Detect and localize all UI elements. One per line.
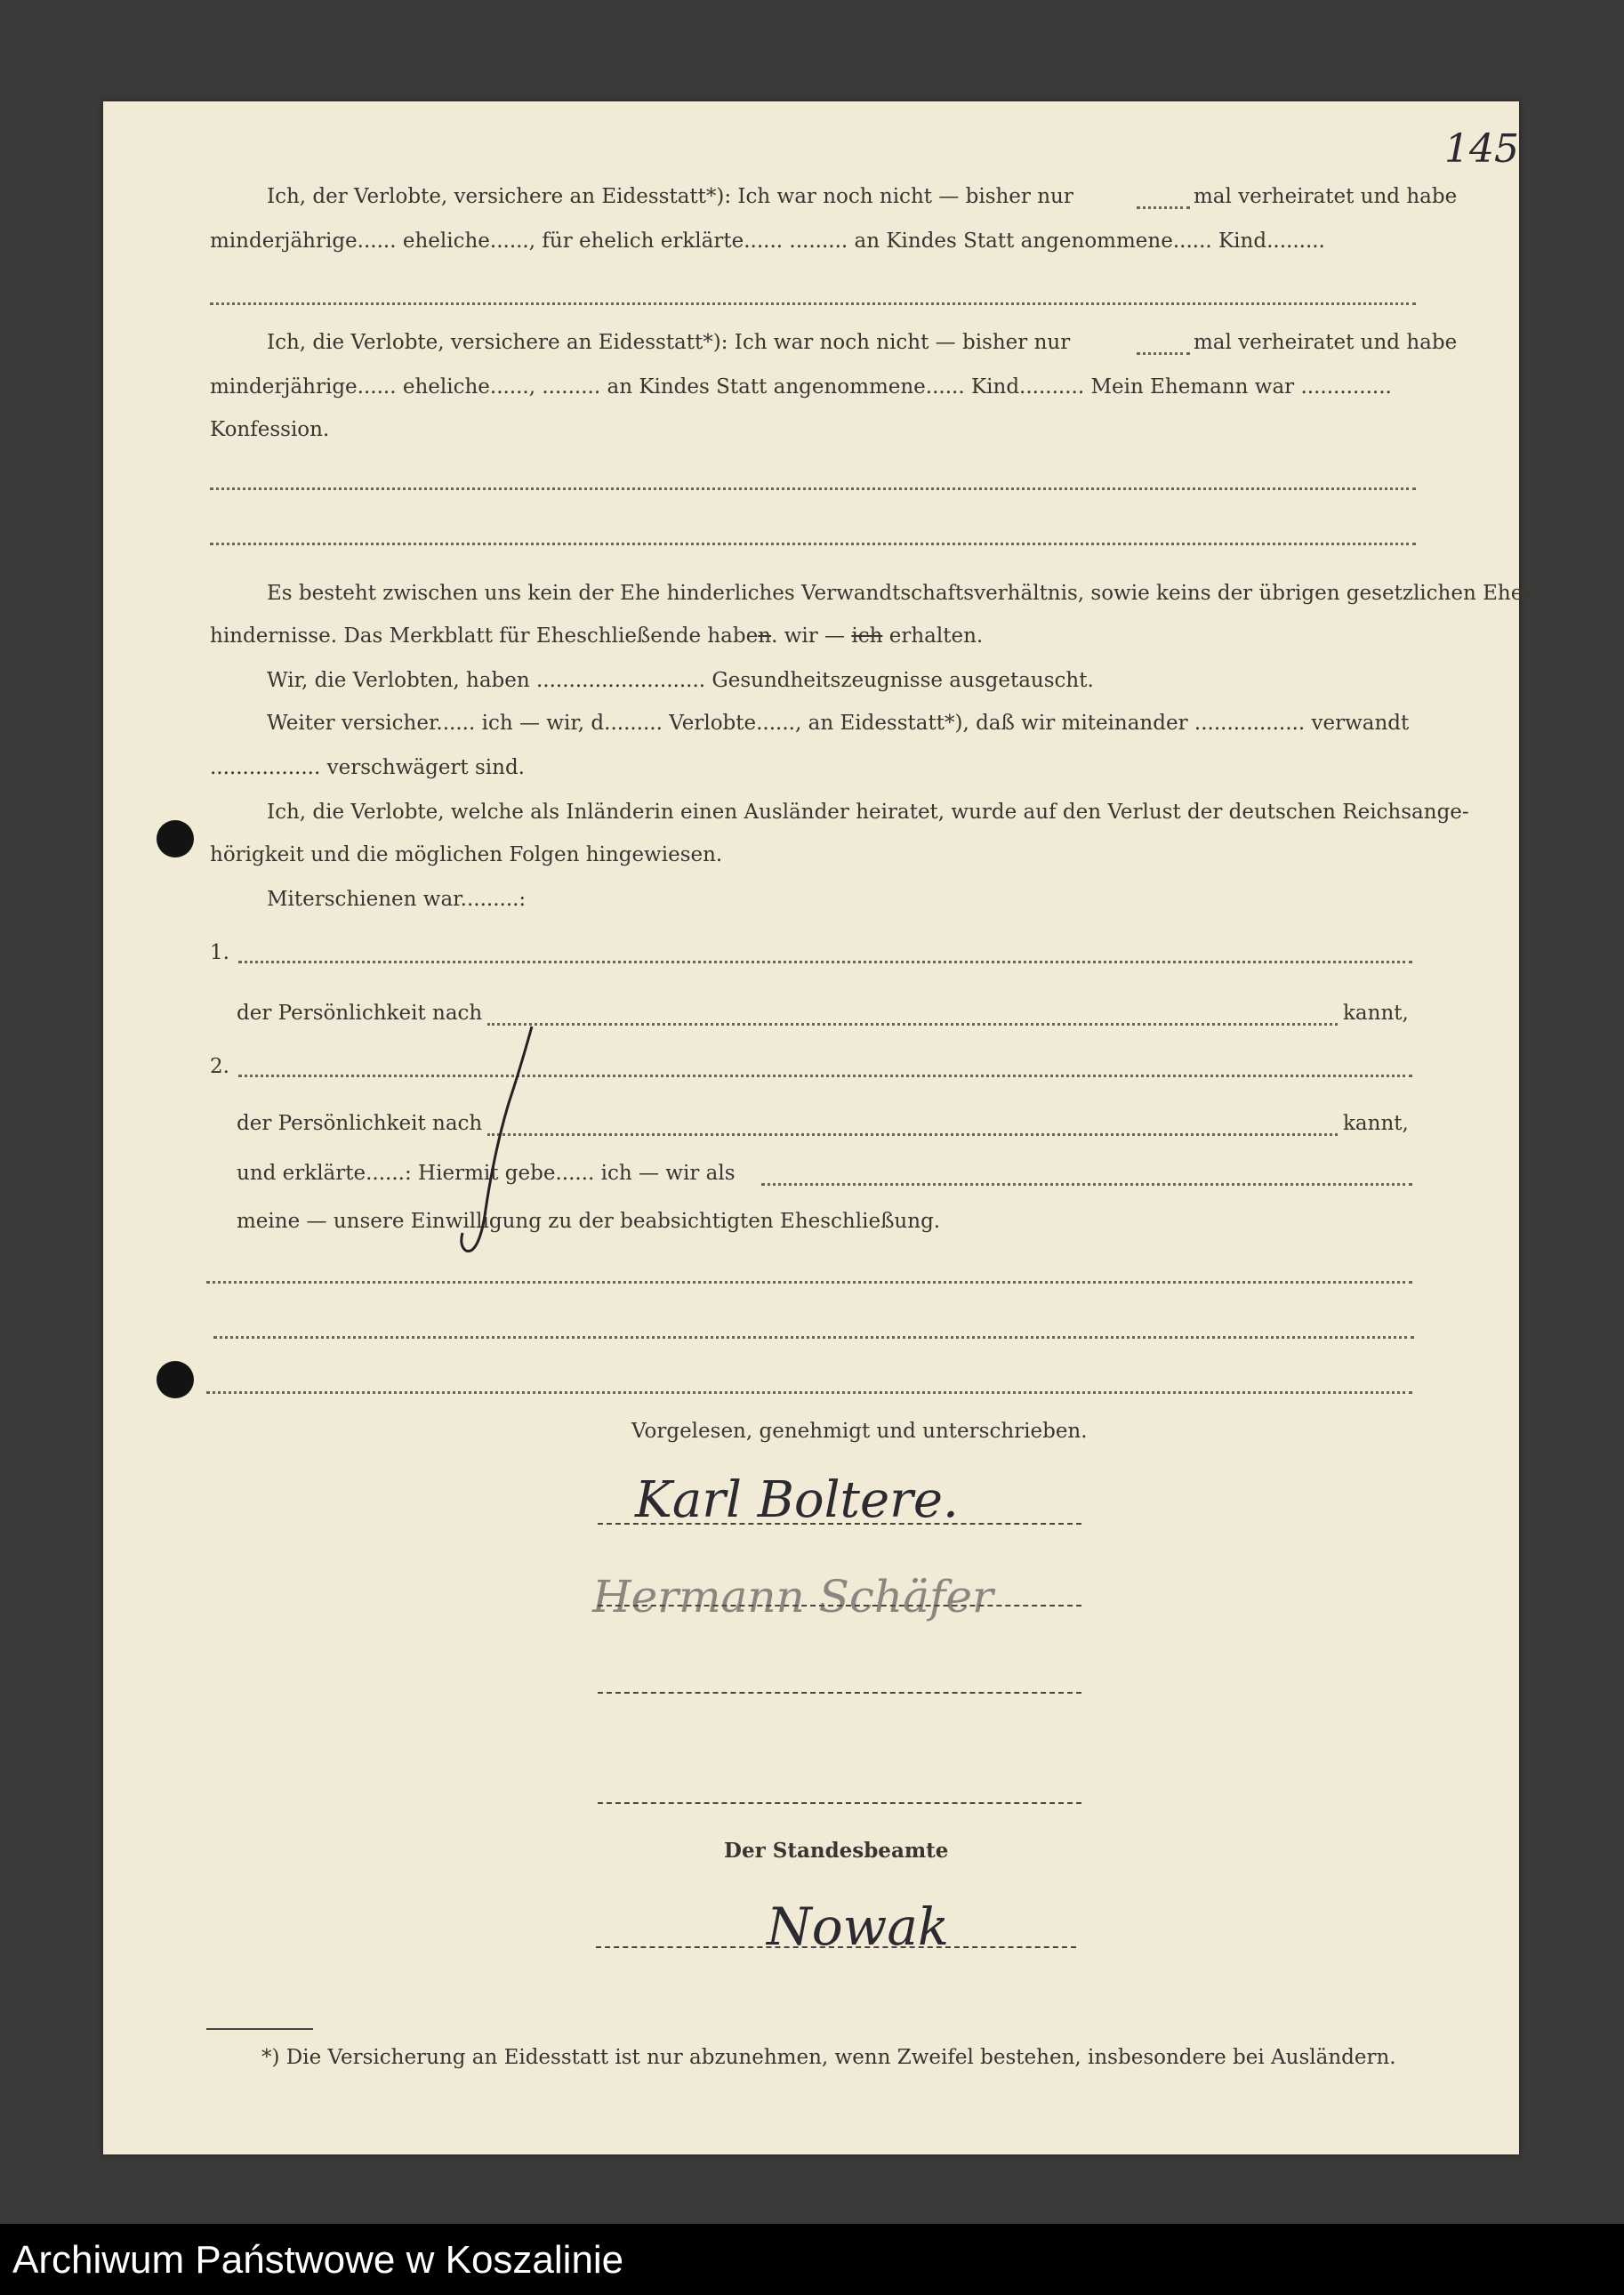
impediments-struck-n: n <box>758 624 772 648</box>
bride-count-dots <box>1137 352 1190 355</box>
witness-2-number: 2. <box>210 1055 229 1078</box>
bride-oath-line-1a: Ich, die Verlobte, versichere an Eidesstatt*): Ich war noch nicht — bisher nur <box>267 331 1071 354</box>
registrar-title: Der Standesbeamte <box>724 1839 949 1863</box>
bride-blank-line-2 <box>210 543 1416 545</box>
witness-1-label: der Persönlichkeit nach <box>237 1002 483 1025</box>
document-page <box>103 101 1531 2154</box>
witness-1-suffix: kannt, <box>1343 1002 1409 1025</box>
read-approved-label: Vorgelesen, genehmigt und unterschrieben. <box>631 1420 1088 1443</box>
impediments-line-2: hindernisse. Das Merkblatt für Eheschließende haben. wir — ich erhalten. <box>210 624 984 648</box>
witness-2-name-line <box>238 1075 1412 1077</box>
witness-1-number: 1. <box>210 941 229 964</box>
foreigner-line-2: hörigkeit und die möglichen Folgen hingewiesen. <box>210 843 723 866</box>
bride-blank-line-1 <box>210 487 1416 490</box>
bride-oath-line-3: Konfession. <box>210 418 330 441</box>
bride-oath-line-2: minderjährige...... eheliche......, ......... an Kindes Statt angenommene...... Kind.......... Mein Ehemann war .............. <box>210 375 1392 399</box>
impediments-line-2a: hindernisse. Das Merkblatt für Eheschließende habe <box>210 624 759 648</box>
archive-label: Archiwum Państwowe w Koszalinie <box>12 2238 624 2282</box>
impediments-line-2c: wir — <box>784 624 846 648</box>
health-certificate-line: Wir, die Verlobten, haben .......................... Gesundheitszeugnisse ausgetauscht. <box>267 669 1094 692</box>
foreigner-line-1: Ich, die Verlobte, welche als Inländerin einen Ausländer heiratet, wurde auf den Verlust der deutschen Reichsange- <box>267 801 1469 824</box>
groom-oath-line-1a: Ich, der Verlobte, versichere an Eidesstatt*): Ich war noch nicht — bisher nur <box>267 185 1073 208</box>
signature-line-4 <box>598 1802 1081 1804</box>
groom-blank-line <box>210 302 1416 305</box>
signature-line-1 <box>598 1523 1081 1525</box>
consent-blank <box>761 1183 1412 1186</box>
relation-oath-line-2: ................. verschwägert sind. <box>210 756 525 779</box>
signature-line-2 <box>598 1605 1081 1606</box>
witness-2-suffix: kannt, <box>1343 1112 1409 1135</box>
witness-2-label: der Persönlichkeit nach <box>237 1112 483 1135</box>
witness-1-known-line <box>487 1023 1338 1026</box>
impediments-line-2e: erhalten. <box>888 624 984 648</box>
cancellation-stroke-icon <box>455 1023 535 1263</box>
registrar-signature-line <box>596 1946 1076 1948</box>
consent-line-2: meine — unsere Einwilligung zu der beabsichtigten Eheschließung. <box>237 1210 941 1233</box>
consent-line-1: und erklärte......: Hiermit gebe...... ich — wir als <box>237 1162 736 1185</box>
impediments-line-1: Es besteht zwischen uns kein der Ehe hinderliches Verwandtschaftsverhältnis, sowie keins der übrigen gesetzlichen Ehe- <box>267 582 1531 605</box>
groom-oath-line-2: minderjährige...... eheliche......, für ehelich erklärte...... ......... an Kindes Statt angenommene...... Kind......... <box>210 230 1325 253</box>
witness-1-name-line <box>238 961 1412 963</box>
footnote-rule <box>206 2028 313 2030</box>
groom-oath-line-1b: mal verheiratet und habe <box>1194 185 1458 208</box>
punch-hole-bottom <box>157 1361 194 1398</box>
blank-line-b <box>213 1336 1414 1339</box>
co-appeared-label: Miterschienen war.........: <box>267 888 527 911</box>
signature-witness: Hermann Schäfer <box>592 1571 993 1623</box>
impediments-struck-ich: ich <box>851 624 883 648</box>
blank-line-a <box>206 1281 1412 1284</box>
bride-oath-line-1b: mal verheiratet und habe <box>1194 331 1458 354</box>
archive-footer <box>0 2224 1624 2295</box>
footnote: *) Die Versicherung an Eidesstatt ist nur abzunehmen, wenn Zweifel bestehen, insbesondere bei Ausländern. <box>261 2046 1396 2069</box>
relation-oath-line-1: Weiter versicher...... ich — wir, d......... Verlobte......, an Eidesstatt*), daß wir miteinander ................. verwandt <box>267 712 1410 735</box>
signature-line-3 <box>598 1692 1081 1694</box>
witness-2-known-line <box>487 1133 1338 1136</box>
blank-line-c <box>206 1391 1412 1394</box>
signature-groom: Karl Boltere. <box>635 1471 959 1529</box>
groom-count-dots <box>1137 206 1190 209</box>
punch-hole-top <box>157 820 194 858</box>
registrar-signature: Nowak <box>767 1896 950 1957</box>
page-number: 145 <box>1444 126 1519 172</box>
